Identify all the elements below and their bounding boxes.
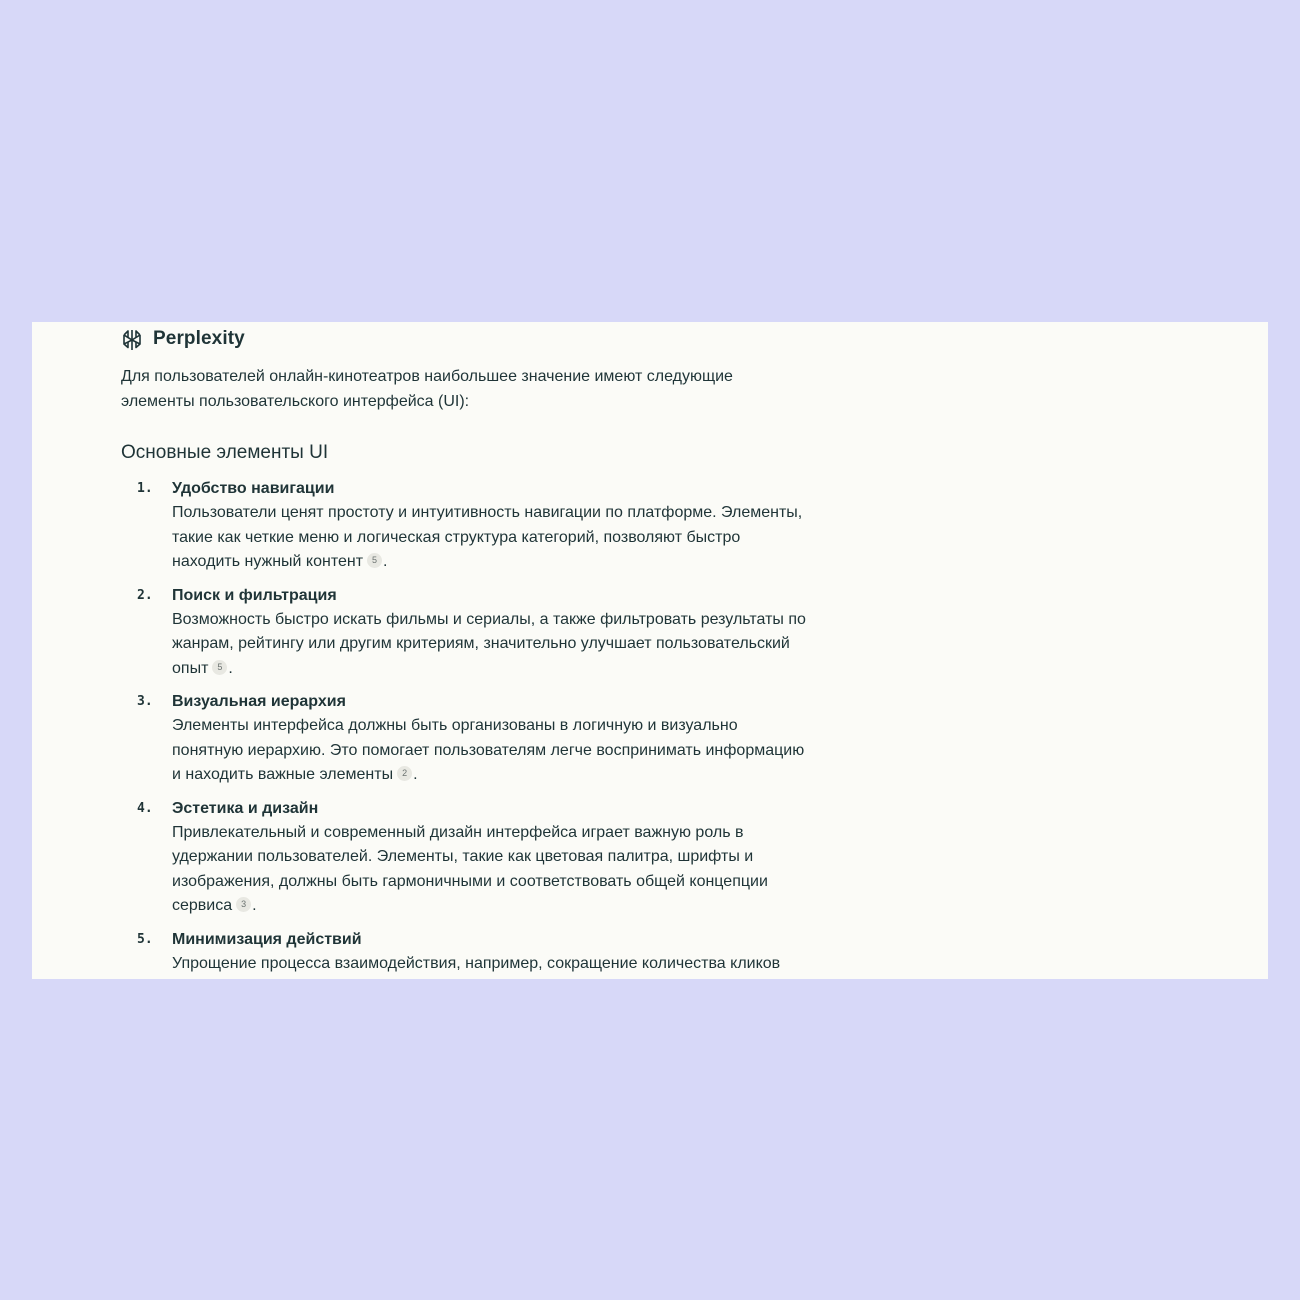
- list-item: [121, 796, 821, 919]
- item-text: [172, 952, 812, 977]
- item-text: Элементы интерфейса должны быть организованы в логичную и визуально понятную иерархию. Это помогает пользователям легче воспринимать информацию и находить важные элементы 2 .: [172, 717, 805, 783]
- item-number: 4.: [137, 800, 153, 816]
- section-title: Основные элементы UI: [121, 442, 329, 463]
- list-item: [121, 476, 821, 575]
- item-text-content: Пользователи ценят простоту и интуитивность навигации по платформе. Элементы, такие как четкие меню и логическая структура категорий, позволяют быстро находить нужный контент: [172, 504, 803, 570]
- item-text-content: Упрощение процесса взаимодействия, например, сокращение количества кликов: [172, 954, 781, 972]
- citation-badge[interactable]: 3: [236, 897, 251, 912]
- item-text-content: Элементы интерфейса должны быть организованы в логичную и визуально понятную иерархию. Это помогает пользователям легче воспринимать информацию и находить важные элементы: [172, 717, 805, 783]
- item-number: 5.: [137, 931, 153, 947]
- list-item: [121, 689, 821, 788]
- item-title: Минимизация действий: [172, 930, 362, 948]
- item-title: Эстетика и дизайн: [172, 799, 319, 817]
- list-item: [121, 927, 821, 977]
- citation-badge[interactable]: 2: [397, 766, 412, 781]
- brand-name: Perplexity: [153, 328, 245, 349]
- intro-text: Для пользователей онлайн-кинотеатров наибольшее значение имеют следующие элементы пользовательского интерфейса (UI):: [121, 368, 733, 410]
- item-text: Привлекательный и современный дизайн интерфейса играет важную роль в удержании пользователей. Элементы, такие как цветовая палитра, шрифты и изображения, должны быть гармоничными и соответствовать общей концепции сервиса 3 .: [172, 823, 768, 914]
- item-title: Визуальная иерархия: [172, 693, 346, 710]
- screenshot-frame: [32, 322, 1268, 979]
- item-text-content: Привлекательный и современный дизайн интерфейса играет важную роль в удержании пользователей. Элементы, такие как цветовая палитра, шрифты и изображения, должны быть гармоничными и соответствовать общей концепции сервиса: [172, 823, 768, 914]
- item-title: Удобство навигации: [172, 480, 335, 497]
- item-text: Пользователи ценят простоту и интуитивность навигации по платформе. Элементы, такие как четкие меню и логическая структура категорий, позволяют быстро находить нужный контент 5 .: [172, 504, 803, 570]
- item-number: 1.: [137, 481, 153, 496]
- item-text-content: Возможность быстро искать фильмы и сериалы, а также фильтровать результаты по жанрам, рейтингу или другим критериям, значительно улучшает пользовательский опыт: [172, 610, 806, 677]
- item-number: 3.: [137, 694, 153, 709]
- list-item: [121, 583, 821, 682]
- brand-header: [121, 322, 821, 356]
- item-number: 2.: [137, 587, 153, 603]
- citation-badge[interactable]: 5: [367, 553, 382, 568]
- citation-badge[interactable]: 5: [212, 660, 227, 675]
- item-text: Возможность быстро искать фильмы и сериалы, а также фильтровать результаты по жанрам, рейтингу или другим критериям, значительно улучшает пользовательский опыт 5 .: [172, 610, 806, 677]
- elements-list: [121, 476, 821, 976]
- perplexity-logo-icon: [121, 329, 143, 351]
- answer-content: [121, 322, 821, 979]
- item-title: Поиск и фильтрация: [172, 586, 337, 604]
